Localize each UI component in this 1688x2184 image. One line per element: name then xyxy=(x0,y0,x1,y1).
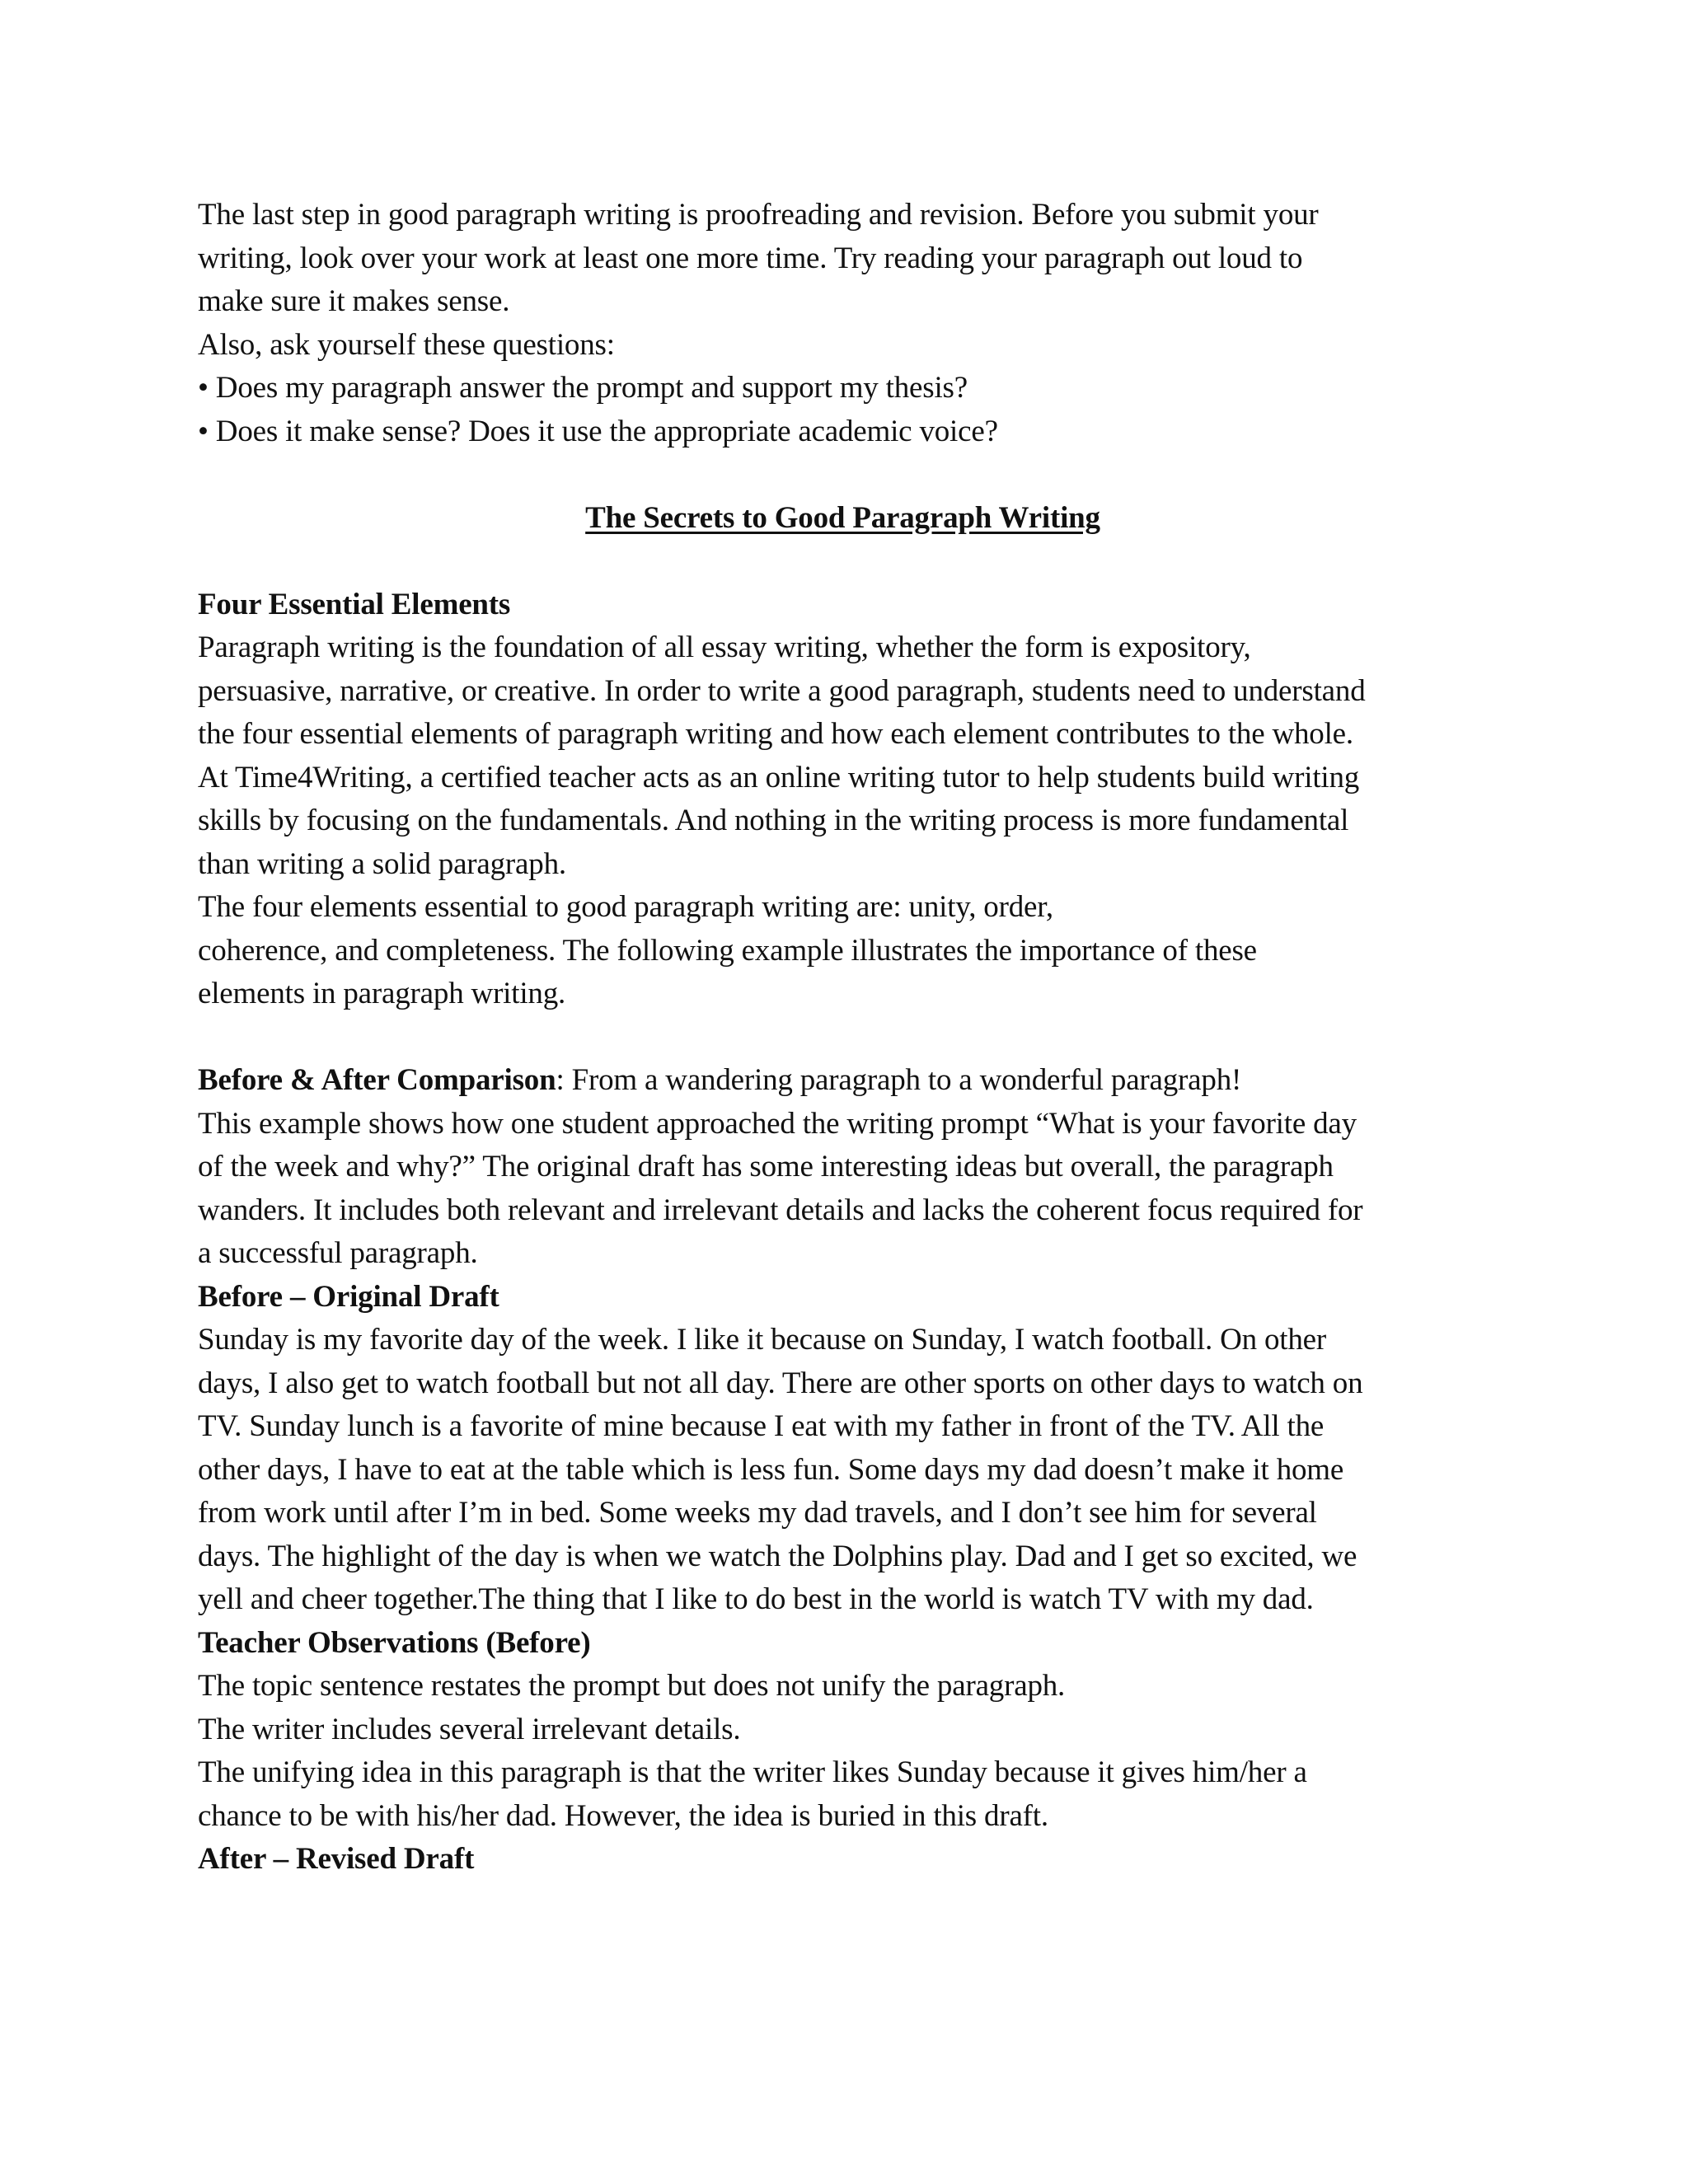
body-line: Sunday is my favorite day of the week. I like it because on Sunday, I watch football. On other xyxy=(198,1323,1327,1357)
comparison-heading xyxy=(198,1059,1488,1103)
page-title: The Secrets to Good Paragraph Writing xyxy=(585,500,1100,535)
body-line: This example shows how one student approached the writing prompt “What is your favorite day xyxy=(198,1106,1357,1141)
intro-line: Also, ask yourself these questions: xyxy=(198,327,615,362)
after-draft-section xyxy=(198,1838,1488,1882)
body-line: The writer includes several irrelevant details. xyxy=(198,1712,741,1746)
body-line: The unifying idea in this paragraph is that the writer likes Sunday because it gives him/her a xyxy=(198,1755,1307,1789)
body-line: yell and cheer together.The thing that I like to do best in the world is watch TV with my dad. xyxy=(198,1582,1314,1616)
intro-line: The last step in good paragraph writing is proofreading and revision. Before you submit your xyxy=(198,198,1319,232)
body-line: elements in paragraph writing. xyxy=(198,977,566,1010)
before-draft-section xyxy=(198,1276,1488,1622)
body-line: the four essential elements of paragraph writing and how each element contributes to the whole. xyxy=(198,717,1353,751)
comparison-heading-rest: : From a wandering paragraph to a wonderful paragraph! xyxy=(556,1063,1242,1097)
comparison-heading-bold: Before & After Comparison xyxy=(198,1063,556,1097)
section-heading: Four Essential Elements xyxy=(198,587,511,621)
spacer xyxy=(198,1016,1488,1060)
body-line: At Time4Writing, a certified teacher acts as an online writing tutor to help students build writing xyxy=(198,760,1360,794)
body-line: skills by focusing on the fundamentals. And nothing in the writing process is more fundamental xyxy=(198,804,1349,837)
body-line: chance to be with his/her dad. However, the idea is buried in this draft. xyxy=(198,1798,1048,1833)
body-line: Paragraph writing is the foundation of all essay writing, whether the form is expository, xyxy=(198,630,1251,664)
section-heading: Before – Original Draft xyxy=(198,1279,499,1314)
body-line: persuasive, narrative, or creative. In order to write a good paragraph, students need to understand xyxy=(198,673,1366,708)
spacer xyxy=(198,453,1488,497)
intro-line: writing, look over your work at least one more time. Try reading your paragraph out loud to xyxy=(198,241,1303,275)
intro-paragraph xyxy=(198,194,1488,453)
page-content xyxy=(198,194,1488,1882)
body-line: coherence, and completeness. The following example illustrates the importance of these xyxy=(198,933,1257,968)
body-line: The four elements essential to good paragraph writing are: unity, order, xyxy=(198,890,1053,924)
four-elements-section xyxy=(198,583,1488,1016)
body-line: wanders. It includes both relevant and irrelevant details and lacks the coherent focus required for xyxy=(198,1193,1363,1227)
observations-section xyxy=(198,1622,1488,1839)
body-line: TV. Sunday lunch is a favorite of mine because I eat with my father in front of the TV. All the xyxy=(198,1409,1325,1443)
body-line: than writing a solid paragraph. xyxy=(198,846,566,881)
spacer xyxy=(198,540,1488,583)
question-bullet: • Does it make sense? Does it use the appropriate academic voice? xyxy=(198,414,998,448)
comparison-section xyxy=(198,1059,1488,1276)
body-line: days, I also get to watch football but not all day. There are other sports on other days to watch on xyxy=(198,1366,1363,1400)
question-bullet: • Does my paragraph answer the prompt and support my thesis? xyxy=(198,371,968,405)
body-line: of the week and why?” The original draft has some interesting ideas but overall, the paragraph xyxy=(198,1150,1334,1183)
body-line: a successful paragraph. xyxy=(198,1236,478,1270)
body-line: days. The highlight of the day is when we watch the Dolphins play. Dad and I get so excited, we xyxy=(198,1539,1357,1573)
section-heading: Teacher Observations (Before) xyxy=(198,1625,591,1660)
body-line: The topic sentence restates the prompt but does not unify the paragraph. xyxy=(198,1669,1066,1703)
body-line: from work until after I’m in bed. Some weeks my dad travels, and I don’t see him for several xyxy=(198,1496,1317,1530)
body-line: other days, I have to eat at the table which is less fun. Some days my dad doesn’t make it home xyxy=(198,1452,1344,1487)
intro-line: make sure it makes sense. xyxy=(198,284,510,318)
section-heading: After – Revised Draft xyxy=(198,1842,475,1876)
